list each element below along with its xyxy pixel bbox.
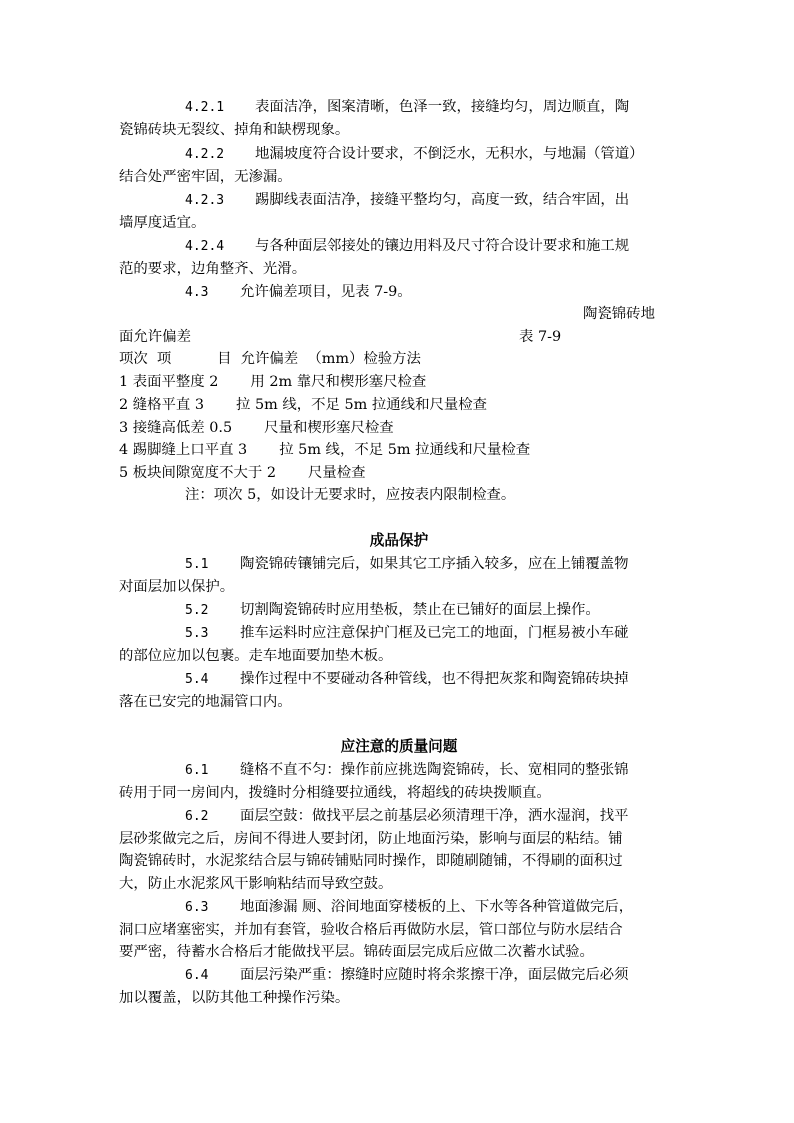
paragraph-4-2-3-line-1: 4.2.3 踢脚线表面洁净，接缝平整均匀，高度一致，结合牢固，出 [185, 189, 679, 211]
clause-number: 4.2.4 [185, 239, 225, 254]
paragraph-4-2-1-line-1: 4.2.1 表面洁净，图案清晰，色泽一致，接缝均匀，周边顺直，陶 [185, 96, 679, 118]
clause-number: 5.4 [185, 672, 209, 687]
section-title-product-protection: 成品保护 [369, 532, 429, 549]
clause-number: 5.3 [185, 626, 209, 641]
clause-number: 6.3 [185, 900, 209, 915]
clause-number: 6.4 [185, 968, 209, 983]
table-note: 注：项次 5，如设计无要求时，应按表内限制检查。 [185, 487, 516, 503]
clause-number: 5.2 [185, 603, 209, 618]
paragraph-6-3-line-2: 洞口应堵塞密实，并加有套管，验收合格后再做防水层，管口部位与防水层结合 [119, 922, 623, 938]
paragraph-4-2-2-line-2: 结合处严密牢固，无渗漏。 [119, 169, 292, 185]
paragraph-6-2-line-4: 大，防止水泥浆风干影响粘结而导致空鼓。 [119, 876, 393, 892]
clause-number: 4.3 [185, 285, 209, 300]
clause-number: 4.2.3 [185, 193, 225, 208]
paragraph-4-2-4-line-1: 4.2.4 与各种面层邻接处的镶边用料及尺寸符合设计要求和施工规 [185, 235, 679, 257]
table-row-4: 4 踢脚缝上口平直 3 拉 5m 线，不足 5m 拉通线和尺量检查 [119, 442, 531, 458]
paragraph-6-2-line-3: 陶瓷锦砖时，水泥浆结合层与锦砖铺贴同时操作，即随刷随铺，不得刷的面积过 [119, 853, 623, 869]
paragraph-5-2: 5.2 切割陶瓷锦砖时应用垫板，禁止在已铺好的面层上操作。 [185, 599, 679, 621]
paragraph-5-4-line-2: 落在已安完的地漏管口内。 [119, 694, 292, 710]
paragraph-6-3-line-1: 6.3 地面渗漏 厕、浴间地面穿楼板的上、下水等各种管道做完后， [185, 896, 679, 918]
clause-number: 5.1 [185, 557, 209, 572]
paragraph-4-2-1-line-2: 瓷锦砖块无裂纹、掉角和缺楞现象。 [119, 122, 350, 138]
paragraph-6-1-line-1: 6.1 缝格不直不匀：操作前应挑选陶瓷锦砖，长、宽相同的整张锦 [185, 759, 679, 781]
paragraph-6-1-line-2: 砖用于同一房间内，拨缝时分相缝要拉通线，将超线的砖块拨顺直。 [119, 785, 551, 801]
paragraph-6-3-line-3: 要严密，待蓄水合格后才能做找平层。锦砖面层完成后应做二次蓄水试验。 [119, 944, 594, 960]
table-row-5: 5 板块间隙宽度不大于 2 尺量检查 [119, 465, 366, 481]
section-title-quality-issues: 应注意的质量问题 [340, 738, 458, 755]
paragraph-6-2-line-2: 层砂浆做完之后，房间不得进人要封闭，防止地面污染，影响与面层的粘结。铺 [119, 831, 623, 847]
table-row-1: 1 表面平整度 2 用 2m 靠尺和楔形塞尺检查 [119, 374, 427, 390]
clause-number: 6.1 [185, 763, 209, 778]
paragraph-4-3: 4.3 允许偏差项目，见表 7-9。 [185, 281, 679, 303]
table-header: 项次 项 目 允许偏差 （mm）检验方法 [119, 351, 421, 367]
paragraph-5-1-line-1: 5.1 陶瓷锦砖镶铺完后，如果其它工序插入较多，应在上铺覆盖物 [185, 553, 679, 575]
paragraph-5-1-line-2: 对面层加以保护。 [119, 579, 235, 595]
table-row-2: 2 缝格平直 3 拉 5m 线，不足 5m 拉通线和尺量检查 [119, 397, 488, 413]
paragraph-6-4-line-1: 6.4 面层污染严重：擦缝时应随时将余浆擦干净，面层做完后必须 [185, 964, 679, 986]
table-row-3: 3 接缝高低差 0.5 尺量和楔形塞尺检查 [119, 420, 394, 436]
paragraph-6-2-line-1: 6.2 面层空鼓：做找平层之前基层必须清理干净，洒水湿润，找平 [185, 805, 679, 827]
table-title-part-2: 面允许偏差 [119, 329, 191, 345]
paragraph-5-3-line-1: 5.3 推车运料时应注意保护门框及已完工的地面，门框易被小车碰 [185, 622, 679, 644]
paragraph-6-4-line-2: 加以覆盖，以防其他工种操作污染。 [119, 990, 350, 1006]
table-number: 表 7-9 [519, 329, 562, 345]
paragraph-5-3-line-2: 的部位应加以包裹。走车地面要加垫木板。 [119, 648, 393, 664]
paragraph-4-2-4-line-2: 范的要求，边角整齐、光滑。 [119, 261, 307, 277]
clause-number: 4.2.1 [185, 100, 225, 115]
clause-number: 4.2.2 [185, 147, 225, 162]
clause-number: 6.2 [185, 809, 209, 824]
paragraph-5-4-line-1: 5.4 操作过程中不要碰动各种管线，也不得把灰浆和陶瓷锦砖块掉 [185, 668, 679, 690]
paragraph-4-2-3-line-2: 墙厚度适宜。 [119, 215, 206, 231]
table-title-part-1: 陶瓷锦砖地 [583, 306, 655, 322]
paragraph-4-2-2-line-1: 4.2.2 地漏坡度符合设计要求，不倒泛水，无积水，与地漏（管道） [185, 143, 679, 165]
